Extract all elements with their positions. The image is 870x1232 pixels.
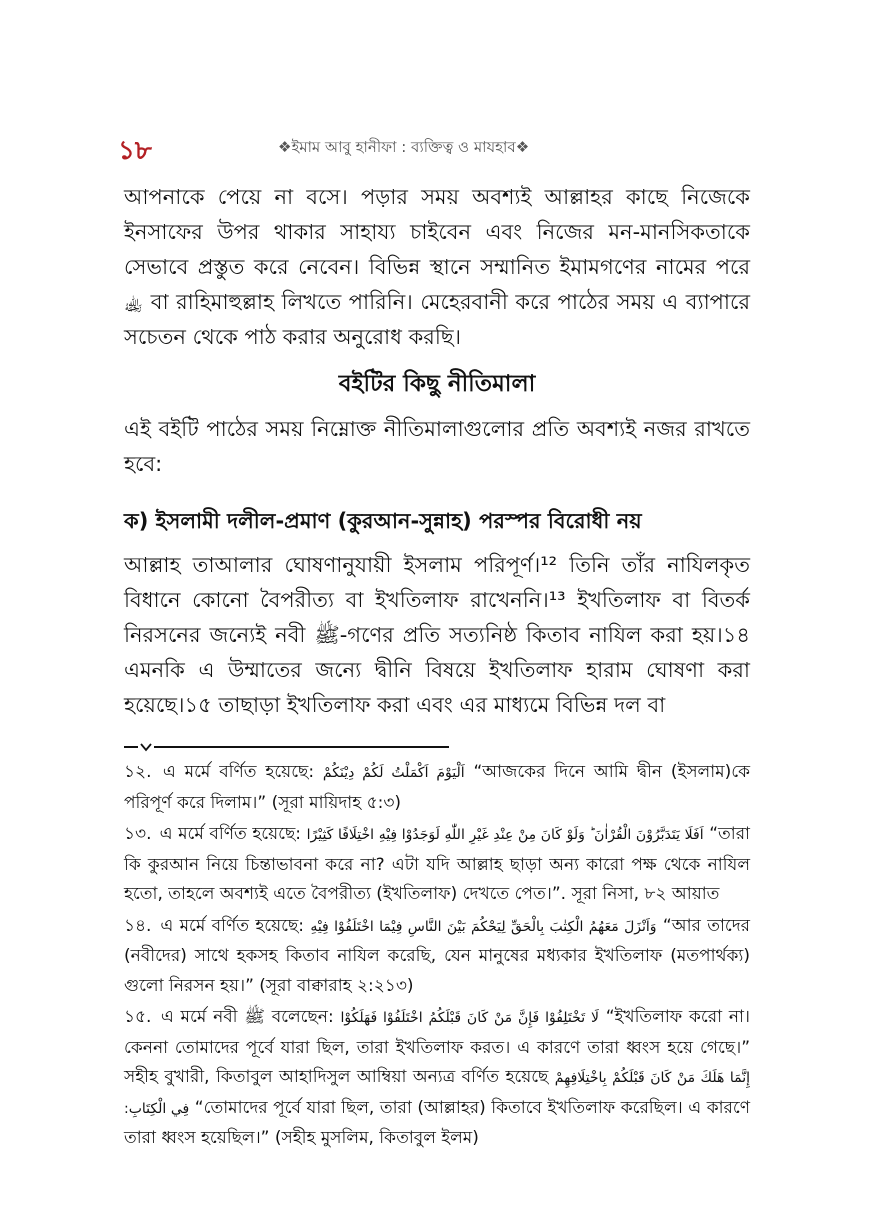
footnote-text: “আর তাদের (নবীদের) সাথে হকসহ কিতাব নাযিল করেছি, যেন মানুষের মধ্যকার ইখতিলাফ (মতপার্থক্য) গুলো নিরসন হয়।” (সূরা বাক্বারাহ ২:২১৩) [124, 915, 751, 996]
footnote-text-second: “তোমাদের পূর্বে যারা ছিল, তারা (আল্লাহর) কিতাবে ইখতিলাফ করেছিল। এ কারণে তারা ধ্বংস হয়েছিল।” (সহীহ মুসলিম, কিতাবুল ইলম) [124, 1097, 751, 1148]
intro-block [124, 180, 750, 355]
footnote-15 [124, 1003, 750, 1154]
footnote-arabic: اَفَلَا يَتَدَبَّرُوْنَ الْقُرْاٰنَ ؕ وَلَوْ كَانَ مِنْ عِنْدِ غَيْرِ اللّٰهِ لَوَجَدُوْا فِيْهِ اخْتِلَافًا كَثِيْرًا [306, 827, 704, 843]
footnote-arabic: اَلْيَوْمَ اَكْمَلْتُ لَكُمْ دِيْنَكُمْ [322, 765, 465, 781]
lead-paragraph: এই বইটি পাঠের সময় নিম্নোক্ত নীতিমালাগুলোর প্রতি অবশ্যই নজর রাখতে হবে: [124, 417, 750, 476]
footnote-13 [124, 820, 750, 910]
footnote-number: ১৪. [124, 915, 152, 936]
running-title: ❖ইমাম আবু হানীফা : ব্যক্তিত্ব ও মাযহাব❖ [278, 138, 530, 156]
footnote-arabic: وَاَنْزَلَ مَعَهُمُ الْكِتٰبَ بِالْحَقِّ لِيَحْكُمَ بَيْنَ النَّاسِ فِيْمَا اخْتَلَفُوْا فِيْهِ [310, 918, 657, 935]
footnote-text: “আজকের দিনে আমি দ্বীন (ইসলাম)কে পরিপূর্ণ করে দিলাম।” (সূরা মায়িদাহ ৫:৩) [124, 762, 751, 813]
footnote-12 [124, 758, 750, 818]
footnote-text: “ইখতিলাফ করো না। কেননা তোমাদের পূর্বে যারা ছিল, তারা ইখতিলাফ করত। এ কারণে তারা ধ্বংস হয়ে গেছে।” সহীহ বুখারী, কিতাবুল আহাদিসুল আম্বিয়া অন্যত্র বর্ণিত হয়েছে [124, 1007, 750, 1087]
footnote-intro: এ মর্মে বর্ণিত হয়েছে: [162, 762, 315, 782]
footnote-arabic-second: إِنَّمَا هَلَكَ مَنْ كَانَ قَبْلَكُمْ بِاخْتِلَافِهِمْ فِي الْكِتَابِ: [124, 1070, 750, 1117]
footnote-number: ১২. [124, 762, 152, 782]
footnote-divider [124, 742, 449, 752]
footnote-14 [124, 912, 750, 1002]
section-title: বইটির কিছু নীতিমালা [338, 371, 536, 397]
section-block [124, 548, 750, 723]
footnote-arabic: لَا تَخْتَلِفُوْا فَإِنَّ مَنْ كَانَ قَبْلَكُمُ اخْتَلَفُوْا فَهَلَكُوْا [340, 1010, 599, 1026]
subsection-title: ক) ইসলামী দলীল-প্রমাণ (কুরআন-সুন্নাহ) পরস্পর বিরোধী নয় [124, 509, 642, 533]
intro-paragraph: আপনাকে পেয়ে না বসে। পড়ার সময় অবশ্যই আল্লাহর কাছে নিজেকে ইনসাফের উপর থাকার সাহায্য চাইবেন এবং নিজের মন-মানসিকতাকে সেভাবে প্রস্তুত করে নেবেন। বিভিন্ন স্থানে সম্মানিত ইমামগণের নামের পরে ﵀ বা রাহিমাহুল্লাহ লিখতে পারিনি। মেহেরবানী করে পাঠের সময় এ ব্যাপারে সচেতন থেকে পাঠ করার অনুরোধ করছি। [124, 185, 751, 349]
page-number: ১৮ [118, 136, 152, 166]
page-header [118, 130, 758, 166]
lead-block [124, 412, 750, 482]
footnotes [124, 758, 750, 1156]
footnote-intro: এ মর্মে বর্ণিত হয়েছে: [160, 915, 304, 936]
footnote-text: “তারা কি কুরআন নিয়ে চিন্তাভাবনা করে না? এটা যদি আল্লাহ ছাড়া অন্য কারো পক্ষ থেকে নাযিল হতো, তাহলে অবশ্যই এতে বৈপরীত্য (ইখতিলাফ) দেখতে পেত।”. সূরা নিসা, ৮২ আয়াত [124, 824, 750, 904]
footnote-number: ১৩. [124, 824, 152, 844]
footnote-intro: এ মর্মে নবী ﷺ বলেছেন: [160, 1007, 334, 1027]
footnote-intro: এ মর্মে বর্ণিত হয়েছে: [159, 824, 302, 844]
section-paragraph: আল্লাহ তাআলার ঘোষণানুযায়ী ইসলাম পরিপূর্ণ।¹² তিনি তাঁর নাযিলকৃত বিধানে কোনো বৈপরীত্য বা ইখতিলাফ রাখেননি।¹³ ইখতিলাফ বা বিতর্ক নিরসনের জন্যেই নবী ﷺ-গণের প্রতি সত্যনিষ্ঠ কিতাব নাযিল করা হয়।১৪ এমনকি এ উম্মাতের জন্যে দ্বীনি বিষয়ে ইখতিলাফ হারাম ঘোষণা করা হয়েছে।১৫ তাছাড়া ইখতিলাফ করা এবং এর মাধ্যমে বিভিন্ন দল বা [124, 553, 750, 717]
footnote-number: ১৫. [124, 1007, 152, 1027]
